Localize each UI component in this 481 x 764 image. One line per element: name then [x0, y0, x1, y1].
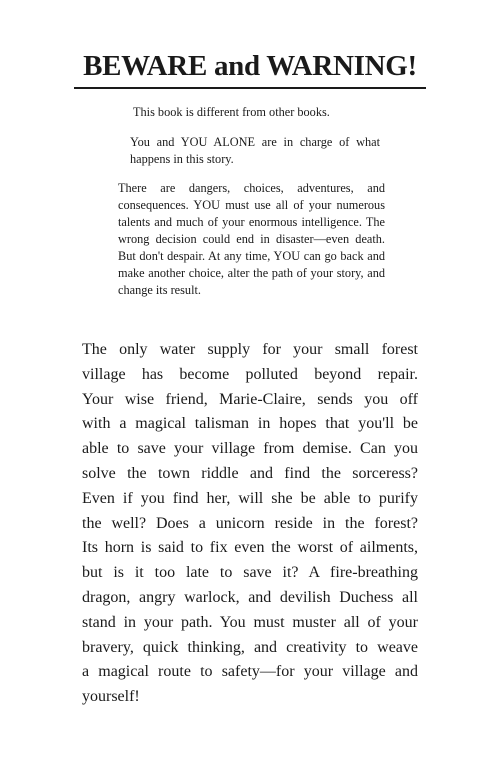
blurb-line: the well? Does a unicorn reside in the forest?: [82, 514, 418, 532]
title-underline: [74, 87, 426, 89]
blurb-line: Even if you find her, will she be able to purify: [82, 489, 418, 507]
blurb-line: solve the town riddle and find the sorceress?: [82, 464, 418, 482]
blurb-line: yourself!: [82, 688, 140, 706]
blurb-line: stand in your path. You must muster all of your: [82, 613, 418, 631]
blurb-line: dragon, angry warlock, and devilish Duchess all: [82, 588, 418, 606]
blurb-line: with a magical talisman in hopes that you'll be: [82, 415, 418, 433]
blurb-line: The only water supply for your small forest: [82, 341, 418, 358]
blurb-line: but is it too late to save it? A fire-breathing: [82, 564, 418, 582]
intro-paragraph-3: There are dangers, choices, adventures, and consequences. YOU must use all of your numerous talents and much of your enormous intelligence. The wrong decision could end in disaster—even death. But don't despair. At any time, YOU can go back and make another choice, alter the path of your story, and change its result.: [118, 181, 385, 297]
blurb-line: Your wise friend, Marie-Claire, sends you off: [82, 390, 418, 408]
blurb-line: Its horn is said to fix even the worst of ailments,: [82, 539, 418, 557]
blurb-line: village has become polluted beyond repair.: [82, 365, 418, 383]
intro-paragraph-2: You and YOU ALONE are in charge of what happens in this story.: [130, 135, 380, 166]
intro-paragraph-1: This book is different from other books.: [133, 105, 330, 119]
blurb-line: a magical route to safety—for your village and: [82, 663, 418, 681]
blurb-line: bravery, quick thinking, and creativity to weave: [82, 638, 418, 656]
story-blurb: [82, 338, 418, 710]
page-title: BEWARE and WARNING!: [83, 50, 417, 82]
blurb-line: able to save your village from demise. Can you: [82, 440, 418, 458]
